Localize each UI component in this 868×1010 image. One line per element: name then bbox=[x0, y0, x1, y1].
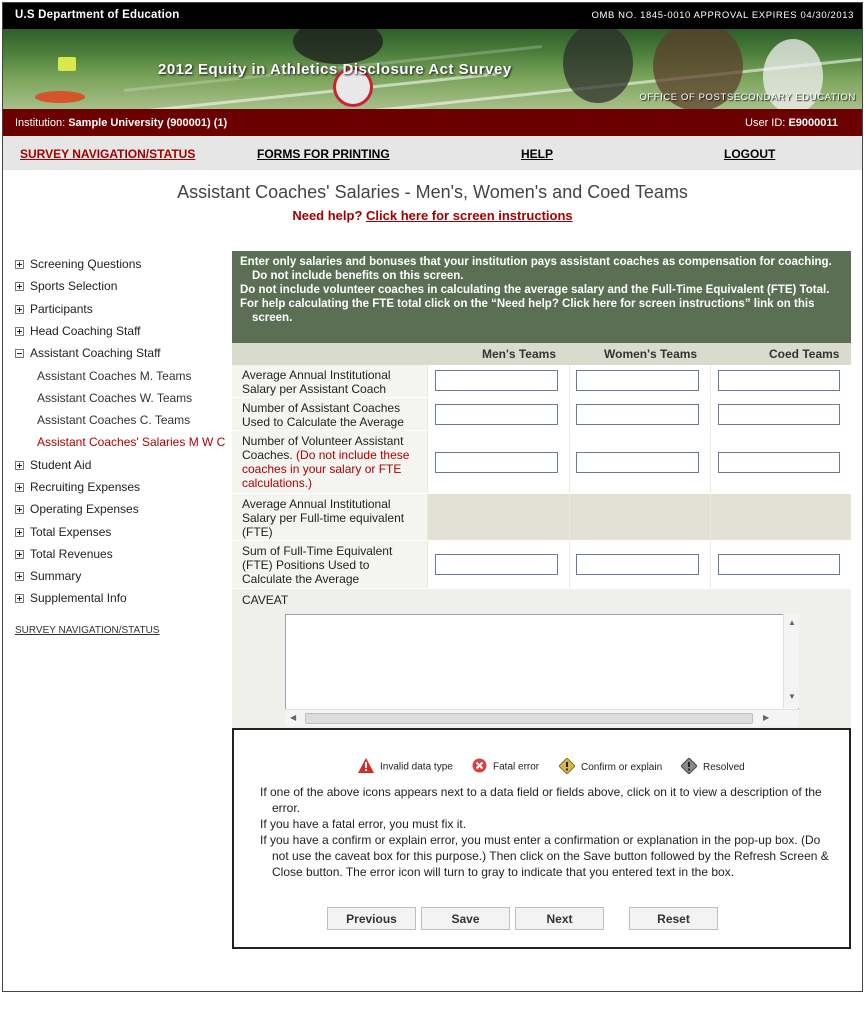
sidebar-subitem-assistant-salaries[interactable]: Assistant Coaches' Salaries M W C bbox=[37, 435, 226, 449]
row-label-text: Number of Volunteer Assistant Coaches. bbox=[242, 434, 404, 462]
sidebar-subitem-assistant-coaches-women[interactable]: Assistant Coaches W. Teams bbox=[37, 391, 193, 405]
caveat-label-row bbox=[232, 589, 851, 610]
confirm-explain-icon bbox=[559, 758, 575, 777]
expand-icon[interactable] bbox=[15, 572, 24, 581]
expand-icon[interactable] bbox=[15, 260, 24, 269]
scroll-right-icon[interactable]: ▶ bbox=[763, 713, 770, 722]
fte-sum-women-input[interactable] bbox=[576, 554, 699, 575]
office-name: OFFICE OF POSTSECONDARY EDUCATION bbox=[639, 92, 856, 103]
avg-salary-men-input[interactable] bbox=[435, 370, 558, 391]
vertical-scrollbar[interactable] bbox=[783, 614, 799, 708]
fte-sum-coed-input[interactable] bbox=[718, 554, 840, 575]
save-button[interactable]: Save bbox=[421, 907, 510, 930]
num-coaches-coed-input[interactable] bbox=[718, 404, 840, 425]
instructions-panel bbox=[232, 251, 851, 343]
page-frame bbox=[2, 2, 863, 992]
sidebar-subitem-assistant-coaches-men[interactable]: Assistant Coaches M. Teams bbox=[37, 369, 192, 383]
legend-label: Fatal error bbox=[493, 761, 540, 773]
table-cell bbox=[569, 494, 710, 540]
expand-icon[interactable] bbox=[15, 550, 24, 559]
agency-name: U.S Department of Education bbox=[15, 9, 180, 21]
row-label bbox=[242, 434, 422, 490]
sidebar-item-total-expenses[interactable] bbox=[15, 525, 111, 543]
column-headers bbox=[232, 343, 851, 365]
table-row bbox=[232, 398, 851, 431]
sidebar-item-label: Total Revenues bbox=[30, 547, 113, 561]
instruction-line: Do not include volunteer coaches in calculating the average salary and the Full-Time Equivalent (FTE) Total. bbox=[240, 284, 830, 296]
nav-forms-for-printing[interactable]: FORMS FOR PRINTING bbox=[257, 147, 390, 161]
top-bar bbox=[3, 3, 862, 29]
column-header-men: Men's Teams bbox=[482, 347, 556, 361]
nav-help[interactable]: HELP bbox=[521, 147, 554, 161]
sidebar-item-head-coaching-staff[interactable] bbox=[15, 324, 141, 342]
fte-sum-men-input[interactable] bbox=[435, 554, 558, 575]
sidebar-item-label: Screening Questions bbox=[30, 257, 142, 271]
sidebar-item-label: Student Aid bbox=[30, 458, 92, 472]
sidebar-item-supplemental-info[interactable] bbox=[15, 591, 127, 609]
sidebar-item-label: Sports Selection bbox=[30, 279, 118, 293]
need-help-line bbox=[3, 208, 862, 223]
next-button[interactable]: Next bbox=[515, 907, 604, 930]
institution-value: Sample University (900001) (1) bbox=[68, 117, 228, 129]
sidebar-item-label: Recruiting Expenses bbox=[30, 480, 141, 494]
num-coaches-men-input[interactable] bbox=[435, 404, 558, 425]
legend-label: Confirm or explain bbox=[581, 762, 663, 774]
column-header-coed: Coed Teams bbox=[769, 347, 840, 361]
expand-icon[interactable] bbox=[15, 282, 24, 291]
instruction-line: Enter only salaries and bonuses that your institution pays assistant coaches as compensation for coaching. Do not include benefits on this screen. bbox=[240, 256, 832, 282]
horizontal-scrollbar[interactable] bbox=[285, 709, 799, 726]
sidebar-item-label: Head Coaching Staff bbox=[30, 324, 141, 338]
table-row bbox=[232, 494, 851, 541]
scroll-up-icon[interactable]: ▲ bbox=[788, 618, 796, 627]
sidebar-item-label: Assistant Coaching Staff bbox=[30, 346, 161, 360]
sidebar-item-student-aid[interactable] bbox=[15, 458, 91, 476]
table-cell bbox=[427, 494, 569, 540]
caveat-area bbox=[232, 610, 851, 728]
collapse-icon[interactable] bbox=[15, 349, 24, 358]
user-id-value: E9000011 bbox=[788, 117, 838, 129]
expand-icon[interactable] bbox=[15, 505, 24, 514]
table-row bbox=[232, 541, 851, 589]
sidebar-item-label: Supplemental Info bbox=[30, 591, 127, 605]
sidebar-item-sports-selection[interactable] bbox=[15, 279, 117, 297]
avg-salary-coed-input[interactable] bbox=[718, 370, 840, 391]
sidebar-item-label: Summary bbox=[30, 569, 82, 583]
sidebar-item-assistant-coaching-staff[interactable] bbox=[15, 346, 161, 364]
sidebar-item-recruiting-expenses[interactable] bbox=[15, 480, 140, 498]
table-cell bbox=[710, 494, 851, 540]
expand-icon[interactable] bbox=[15, 483, 24, 492]
row-label: Average Annual Institutional Salary per Full-time equivalent (FTE) bbox=[242, 497, 405, 539]
error-help-paragraph: If one of the above icons appears next to a data field or fields above, click on it to view a description of the error. bbox=[260, 785, 822, 815]
avg-salary-women-input[interactable] bbox=[576, 370, 699, 391]
sidebar-item-label: Total Expenses bbox=[30, 525, 112, 539]
table-row bbox=[232, 365, 851, 398]
legend-invalid bbox=[358, 758, 453, 776]
omb-approval: OMB NO. 1845-0010 APPROVAL EXPIRES 04/30/2013 bbox=[591, 10, 854, 21]
fatal-error-icon bbox=[472, 758, 487, 776]
sidebar-subitem-assistant-coaches-coed[interactable]: Assistant Coaches C. Teams bbox=[37, 413, 191, 427]
error-legend bbox=[234, 758, 849, 778]
error-help-paragraph: If you have a confirm or explain error, you must enter a confirmation or explanation in the pop-up box. (Do not use the caveat box for this purpose.) Then click on the Save button followed by the Refresh Screen & Close button. The error icon will turn to gray to indicate that you entered text in the box. bbox=[260, 833, 829, 879]
previous-button[interactable]: Previous bbox=[327, 907, 416, 930]
column-header-women: Women's Teams bbox=[604, 347, 698, 361]
main-nav bbox=[3, 136, 862, 170]
legend-label: Invalid data type bbox=[380, 761, 453, 773]
num-coaches-women-input[interactable] bbox=[576, 404, 699, 425]
expand-icon[interactable] bbox=[15, 461, 24, 470]
nav-survey-status[interactable]: SURVEY NAVIGATION/STATUS bbox=[20, 147, 196, 161]
user-label: User ID: bbox=[745, 117, 786, 129]
scroll-down-icon[interactable]: ▼ bbox=[788, 692, 796, 701]
legend-label: Resolved bbox=[703, 762, 745, 774]
sidebar-item-summary[interactable] bbox=[15, 569, 81, 587]
sidebar-item-label: Operating Expenses bbox=[30, 502, 139, 516]
page-title: Assistant Coaches' Salaries - Men's, Women's and Coed Teams bbox=[177, 182, 688, 202]
survey-banner bbox=[3, 29, 862, 109]
volunteer-coaches-men-input[interactable] bbox=[435, 452, 558, 473]
instruction-line: For help calculating the FTE total click on the “Need help? Click here for screen instructions” link on this screen. bbox=[240, 298, 815, 324]
institution-bar bbox=[3, 109, 862, 136]
institution-label: Institution: bbox=[15, 117, 66, 129]
row-label: Sum of Full-Time Equivalent (FTE) Positions Used to Calculate the Average bbox=[242, 544, 393, 586]
institution-info bbox=[15, 117, 227, 129]
scroll-left-icon[interactable]: ◀ bbox=[290, 713, 297, 722]
legend-resolved bbox=[681, 758, 745, 777]
legend-confirm bbox=[559, 758, 662, 777]
sidebar-item-screening-questions[interactable] bbox=[15, 257, 141, 275]
row-label: Number of Assistant Coaches Used to Calculate the Average bbox=[242, 401, 404, 429]
reset-button[interactable]: Reset bbox=[629, 907, 718, 930]
expand-icon[interactable] bbox=[15, 594, 24, 603]
need-help-prefix: Need help? bbox=[292, 208, 363, 223]
scroll-thumb[interactable] bbox=[305, 713, 753, 724]
screen-instructions-link[interactable]: Click here for screen instructions bbox=[366, 208, 573, 223]
table-row bbox=[232, 431, 851, 494]
sidebar-item-participants[interactable] bbox=[15, 302, 93, 320]
invalid-data-icon bbox=[358, 758, 374, 776]
row-label: Average Annual Institutional Salary per Assistant Coach bbox=[242, 368, 391, 396]
caveat-label: CAVEAT bbox=[242, 593, 289, 607]
expand-icon[interactable] bbox=[15, 305, 24, 314]
volunteer-coaches-coed-input[interactable] bbox=[718, 452, 840, 473]
sidebar-item-total-revenues[interactable] bbox=[15, 547, 113, 565]
user-info bbox=[745, 117, 838, 129]
error-help-paragraph: If you have a fatal error, you must fix it. bbox=[260, 817, 467, 831]
expand-icon[interactable] bbox=[15, 327, 24, 336]
banner-title: 2012 Equity in Athletics Disclosure Act Survey bbox=[158, 61, 512, 78]
error-legend-box bbox=[232, 728, 851, 949]
error-help-text bbox=[260, 784, 830, 880]
volunteer-coaches-women-input[interactable] bbox=[576, 452, 699, 473]
sidebar-survey-status-link[interactable]: SURVEY NAVIGATION/STATUS bbox=[15, 625, 160, 636]
resolved-icon bbox=[681, 758, 697, 777]
sidebar-item-label: Participants bbox=[30, 302, 93, 316]
nav-logout[interactable]: LOGOUT bbox=[724, 147, 776, 161]
legend-fatal bbox=[472, 758, 539, 776]
row-label-note: (Do not include these coaches in your salary or FTE calculations.) bbox=[242, 448, 410, 490]
sidebar-item-operating-expenses[interactable] bbox=[15, 502, 139, 520]
expand-icon[interactable] bbox=[15, 528, 24, 537]
